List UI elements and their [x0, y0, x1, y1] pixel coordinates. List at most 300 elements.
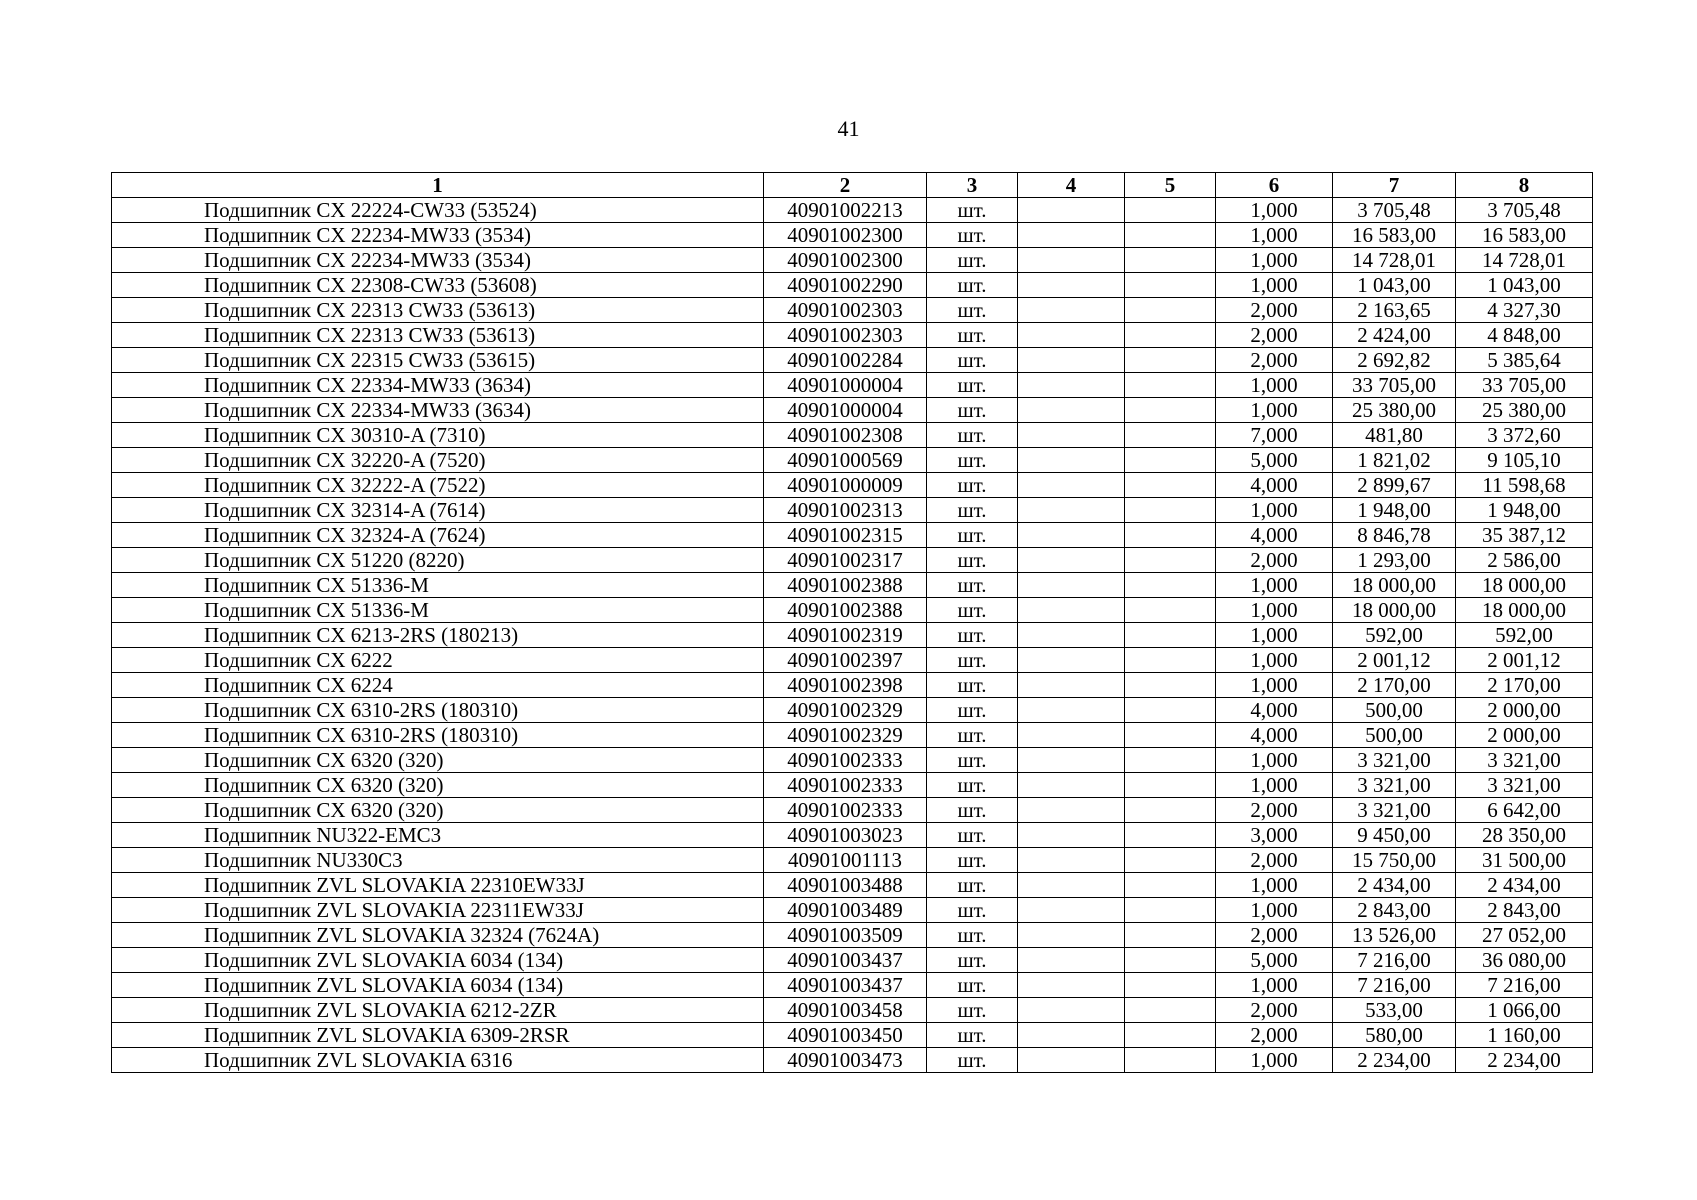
item-quantity-cell: 4,000	[1216, 723, 1333, 748]
item-col-5-cell	[1125, 798, 1216, 823]
item-sum-cell: 7 216,00	[1456, 973, 1593, 998]
table-row	[112, 298, 1593, 323]
item-sum-cell: 2 586,00	[1456, 548, 1593, 573]
item-price-cell: 592,00	[1333, 623, 1456, 648]
item-sum-cell: 592,00	[1456, 623, 1593, 648]
table-row	[112, 1048, 1593, 1073]
item-col-4-cell	[1018, 823, 1125, 848]
item-unit-cell: шт.	[927, 773, 1018, 798]
column-header-3: 3	[927, 173, 1018, 198]
item-code-cell: 40901000569	[764, 448, 927, 473]
item-sum-cell: 1 160,00	[1456, 1023, 1593, 1048]
item-price-cell: 1 821,02	[1333, 448, 1456, 473]
item-col-4-cell	[1018, 948, 1125, 973]
item-price-cell: 25 380,00	[1333, 398, 1456, 423]
item-unit-cell: шт.	[927, 748, 1018, 773]
item-col-5-cell	[1125, 223, 1216, 248]
item-col-4-cell	[1018, 548, 1125, 573]
item-code-cell: 40901003437	[764, 948, 927, 973]
item-unit-cell: шт.	[927, 998, 1018, 1023]
item-unit-cell: шт.	[927, 1023, 1018, 1048]
item-code-cell: 40901000009	[764, 473, 927, 498]
item-name-cell: Подшипник ZVL SLOVAKIA 6212-2ZR	[112, 998, 764, 1023]
item-col-4-cell	[1018, 673, 1125, 698]
item-price-cell: 2 843,00	[1333, 898, 1456, 923]
column-header-2: 2	[764, 173, 927, 198]
item-sum-cell: 27 052,00	[1456, 923, 1593, 948]
item-quantity-cell: 2,000	[1216, 323, 1333, 348]
item-unit-cell: шт.	[927, 873, 1018, 898]
item-sum-cell: 2 170,00	[1456, 673, 1593, 698]
item-code-cell: 40901002284	[764, 348, 927, 373]
item-col-5-cell	[1125, 648, 1216, 673]
item-quantity-cell: 1,000	[1216, 623, 1333, 648]
item-name-cell: Подшипник CX 51220 (8220)	[112, 548, 764, 573]
item-price-cell: 1 948,00	[1333, 498, 1456, 523]
item-col-5-cell	[1125, 623, 1216, 648]
table-row	[112, 598, 1593, 623]
item-name-cell: Подшипник CX 6320 (320)	[112, 748, 764, 773]
table-row	[112, 573, 1593, 598]
item-price-cell: 2 424,00	[1333, 323, 1456, 348]
item-quantity-cell: 2,000	[1216, 848, 1333, 873]
item-name-cell: Подшипник CX 6213-2RS (180213)	[112, 623, 764, 648]
item-sum-cell: 2 234,00	[1456, 1048, 1593, 1073]
item-sum-cell: 31 500,00	[1456, 848, 1593, 873]
item-unit-cell: шт.	[927, 573, 1018, 598]
item-name-cell: Подшипник CX 6320 (320)	[112, 798, 764, 823]
item-col-4-cell	[1018, 998, 1125, 1023]
item-col-4-cell	[1018, 623, 1125, 648]
item-price-cell: 500,00	[1333, 698, 1456, 723]
item-quantity-cell: 5,000	[1216, 948, 1333, 973]
table-row	[112, 398, 1593, 423]
item-quantity-cell: 1,000	[1216, 598, 1333, 623]
column-header-6: 6	[1216, 173, 1333, 198]
item-code-cell: 40901002319	[764, 623, 927, 648]
item-col-5-cell	[1125, 873, 1216, 898]
item-unit-cell: шт.	[927, 823, 1018, 848]
item-code-cell: 40901003509	[764, 923, 927, 948]
item-sum-cell: 2 434,00	[1456, 873, 1593, 898]
item-col-4-cell	[1018, 1023, 1125, 1048]
item-unit-cell: шт.	[927, 473, 1018, 498]
item-col-5-cell	[1125, 373, 1216, 398]
item-col-4-cell	[1018, 398, 1125, 423]
item-col-5-cell	[1125, 1023, 1216, 1048]
item-col-4-cell	[1018, 848, 1125, 873]
item-code-cell: 40901002397	[764, 648, 927, 673]
item-price-cell: 15 750,00	[1333, 848, 1456, 873]
item-col-5-cell	[1125, 998, 1216, 1023]
table-row	[112, 523, 1593, 548]
item-unit-cell: шт.	[927, 298, 1018, 323]
item-code-cell: 40901002303	[764, 323, 927, 348]
item-col-5-cell	[1125, 973, 1216, 998]
item-name-cell: Подшипник ZVL SLOVAKIA 6309-2RSR	[112, 1023, 764, 1048]
item-unit-cell: шт.	[927, 648, 1018, 673]
item-code-cell: 40901002388	[764, 573, 927, 598]
table-row	[112, 923, 1593, 948]
inventory-table	[111, 172, 1593, 1073]
item-quantity-cell: 1,000	[1216, 248, 1333, 273]
table-row	[112, 748, 1593, 773]
item-sum-cell: 3 321,00	[1456, 773, 1593, 798]
table-row	[112, 998, 1593, 1023]
item-price-cell: 2 434,00	[1333, 873, 1456, 898]
item-quantity-cell: 2,000	[1216, 923, 1333, 948]
item-code-cell: 40901003489	[764, 898, 927, 923]
item-unit-cell: шт.	[927, 898, 1018, 923]
item-quantity-cell: 1,000	[1216, 1048, 1333, 1073]
item-col-5-cell	[1125, 723, 1216, 748]
table-row	[112, 423, 1593, 448]
item-unit-cell: шт.	[927, 223, 1018, 248]
item-col-4-cell	[1018, 898, 1125, 923]
item-price-cell: 13 526,00	[1333, 923, 1456, 948]
table-row	[112, 648, 1593, 673]
item-col-4-cell	[1018, 1048, 1125, 1073]
item-col-5-cell	[1125, 748, 1216, 773]
item-col-4-cell	[1018, 373, 1125, 398]
item-quantity-cell: 1,000	[1216, 223, 1333, 248]
item-col-5-cell	[1125, 423, 1216, 448]
item-col-5-cell	[1125, 523, 1216, 548]
item-code-cell: 40901002333	[764, 798, 927, 823]
table-row	[112, 348, 1593, 373]
item-col-4-cell	[1018, 498, 1125, 523]
item-col-5-cell	[1125, 298, 1216, 323]
item-unit-cell: шт.	[927, 273, 1018, 298]
item-unit-cell: шт.	[927, 373, 1018, 398]
item-col-4-cell	[1018, 748, 1125, 773]
item-sum-cell: 18 000,00	[1456, 598, 1593, 623]
item-unit-cell: шт.	[927, 723, 1018, 748]
column-header-8: 8	[1456, 173, 1593, 198]
item-code-cell: 40901002388	[764, 598, 927, 623]
item-name-cell: Подшипник CX 32314-A (7614)	[112, 498, 764, 523]
item-quantity-cell: 1,000	[1216, 648, 1333, 673]
item-col-5-cell	[1125, 323, 1216, 348]
item-unit-cell: шт.	[927, 623, 1018, 648]
item-sum-cell: 4 848,00	[1456, 323, 1593, 348]
item-quantity-cell: 1,000	[1216, 898, 1333, 923]
item-col-4-cell	[1018, 423, 1125, 448]
column-header-5: 5	[1125, 173, 1216, 198]
item-col-4-cell	[1018, 798, 1125, 823]
item-name-cell: Подшипник CX 32220-A (7520)	[112, 448, 764, 473]
item-code-cell: 40901003488	[764, 873, 927, 898]
item-unit-cell: шт.	[927, 673, 1018, 698]
item-price-cell: 7 216,00	[1333, 948, 1456, 973]
item-name-cell: Подшипник CX 22313 CW33 (53613)	[112, 323, 764, 348]
column-header-7: 7	[1333, 173, 1456, 198]
item-col-4-cell	[1018, 523, 1125, 548]
item-name-cell: Подшипник NU330C3	[112, 848, 764, 873]
item-price-cell: 2 001,12	[1333, 648, 1456, 673]
item-quantity-cell: 1,000	[1216, 773, 1333, 798]
item-sum-cell: 36 080,00	[1456, 948, 1593, 973]
item-price-cell: 580,00	[1333, 1023, 1456, 1048]
item-name-cell: Подшипник CX 22234-MW33 (3534)	[112, 248, 764, 273]
item-code-cell: 40901000004	[764, 373, 927, 398]
item-col-4-cell	[1018, 598, 1125, 623]
item-code-cell: 40901003450	[764, 1023, 927, 1048]
item-col-5-cell	[1125, 473, 1216, 498]
item-col-4-cell	[1018, 448, 1125, 473]
item-price-cell: 3 321,00	[1333, 748, 1456, 773]
item-name-cell: Подшипник CX 22308-CW33 (53608)	[112, 273, 764, 298]
table-row	[112, 273, 1593, 298]
item-price-cell: 33 705,00	[1333, 373, 1456, 398]
item-name-cell: Подшипник CX 22313 CW33 (53613)	[112, 298, 764, 323]
item-code-cell: 40901002290	[764, 273, 927, 298]
item-code-cell: 40901002303	[764, 298, 927, 323]
item-col-5-cell	[1125, 273, 1216, 298]
table-row	[112, 1023, 1593, 1048]
item-col-4-cell	[1018, 723, 1125, 748]
item-sum-cell: 28 350,00	[1456, 823, 1593, 848]
item-sum-cell: 35 387,12	[1456, 523, 1593, 548]
item-unit-cell: шт.	[927, 423, 1018, 448]
column-header-1: 1	[112, 173, 764, 198]
item-quantity-cell: 2,000	[1216, 798, 1333, 823]
item-price-cell: 3 321,00	[1333, 798, 1456, 823]
item-unit-cell: шт.	[927, 948, 1018, 973]
item-col-4-cell	[1018, 323, 1125, 348]
item-unit-cell: шт.	[927, 248, 1018, 273]
item-col-4-cell	[1018, 873, 1125, 898]
item-col-5-cell	[1125, 698, 1216, 723]
item-sum-cell: 1 066,00	[1456, 998, 1593, 1023]
item-unit-cell: шт.	[927, 323, 1018, 348]
item-quantity-cell: 4,000	[1216, 523, 1333, 548]
item-col-5-cell	[1125, 673, 1216, 698]
item-col-4-cell	[1018, 973, 1125, 998]
item-col-4-cell	[1018, 773, 1125, 798]
item-col-4-cell	[1018, 573, 1125, 598]
item-name-cell: Подшипник CX 22315 CW33 (53615)	[112, 348, 764, 373]
table-row	[112, 198, 1593, 223]
item-sum-cell: 2 000,00	[1456, 698, 1593, 723]
item-col-4-cell	[1018, 348, 1125, 373]
item-col-5-cell	[1125, 823, 1216, 848]
item-quantity-cell: 1,000	[1216, 748, 1333, 773]
item-name-cell: Подшипник CX 22224-CW33 (53524)	[112, 198, 764, 223]
item-price-cell: 14 728,01	[1333, 248, 1456, 273]
item-col-5-cell	[1125, 198, 1216, 223]
item-code-cell: 40901003023	[764, 823, 927, 848]
item-code-cell: 40901001113	[764, 848, 927, 873]
table-row	[112, 448, 1593, 473]
table-row	[112, 223, 1593, 248]
item-name-cell: Подшипник ZVL SLOVAKIA 32324 (7624A)	[112, 923, 764, 948]
item-quantity-cell: 2,000	[1216, 1023, 1333, 1048]
table-row	[112, 548, 1593, 573]
item-price-cell: 1 043,00	[1333, 273, 1456, 298]
item-price-cell: 2 163,65	[1333, 298, 1456, 323]
item-col-5-cell	[1125, 348, 1216, 373]
table-row	[112, 673, 1593, 698]
item-col-4-cell	[1018, 473, 1125, 498]
item-code-cell: 40901002300	[764, 223, 927, 248]
item-col-4-cell	[1018, 698, 1125, 723]
item-quantity-cell: 1,000	[1216, 573, 1333, 598]
item-unit-cell: шт.	[927, 848, 1018, 873]
item-col-5-cell	[1125, 498, 1216, 523]
item-col-5-cell	[1125, 898, 1216, 923]
item-unit-cell: шт.	[927, 973, 1018, 998]
item-unit-cell: шт.	[927, 798, 1018, 823]
item-quantity-cell: 7,000	[1216, 423, 1333, 448]
item-price-cell: 1 293,00	[1333, 548, 1456, 573]
item-price-cell: 533,00	[1333, 998, 1456, 1023]
item-quantity-cell: 1,000	[1216, 873, 1333, 898]
item-unit-cell: шт.	[927, 398, 1018, 423]
table-row	[112, 323, 1593, 348]
item-name-cell: Подшипник CX 22234-MW33 (3534)	[112, 223, 764, 248]
item-price-cell: 3 705,48	[1333, 198, 1456, 223]
item-name-cell: Подшипник ZVL SLOVAKIA 6034 (134)	[112, 973, 764, 998]
item-quantity-cell: 2,000	[1216, 298, 1333, 323]
item-col-5-cell	[1125, 923, 1216, 948]
column-header-4: 4	[1018, 173, 1125, 198]
item-col-4-cell	[1018, 298, 1125, 323]
item-code-cell: 40901002333	[764, 748, 927, 773]
item-name-cell: Подшипник CX 22334-MW33 (3634)	[112, 373, 764, 398]
item-unit-cell: шт.	[927, 548, 1018, 573]
table-row	[112, 248, 1593, 273]
item-code-cell: 40901002308	[764, 423, 927, 448]
item-price-cell: 2 170,00	[1333, 673, 1456, 698]
item-name-cell: Подшипник ZVL SLOVAKIA 22310EW33J	[112, 873, 764, 898]
item-code-cell: 40901003473	[764, 1048, 927, 1073]
item-name-cell: Подшипник CX 6320 (320)	[112, 773, 764, 798]
item-unit-cell: шт.	[927, 923, 1018, 948]
item-unit-cell: шт.	[927, 698, 1018, 723]
table-row	[112, 898, 1593, 923]
item-col-4-cell	[1018, 248, 1125, 273]
item-price-cell: 3 321,00	[1333, 773, 1456, 798]
item-sum-cell: 3 321,00	[1456, 748, 1593, 773]
item-unit-cell: шт.	[927, 523, 1018, 548]
item-sum-cell: 1 043,00	[1456, 273, 1593, 298]
item-price-cell: 2 692,82	[1333, 348, 1456, 373]
item-price-cell: 8 846,78	[1333, 523, 1456, 548]
item-name-cell: Подшипник CX 6310-2RS (180310)	[112, 723, 764, 748]
item-price-cell: 18 000,00	[1333, 573, 1456, 598]
item-col-5-cell	[1125, 848, 1216, 873]
item-name-cell: Подшипник CX 30310-A (7310)	[112, 423, 764, 448]
item-quantity-cell: 4,000	[1216, 698, 1333, 723]
item-sum-cell: 5 385,64	[1456, 348, 1593, 373]
item-name-cell: Подшипник ZVL SLOVAKIA 22311EW33J	[112, 898, 764, 923]
item-price-cell: 16 583,00	[1333, 223, 1456, 248]
item-price-cell: 18 000,00	[1333, 598, 1456, 623]
item-name-cell: Подшипник NU322-EMC3	[112, 823, 764, 848]
item-sum-cell: 4 327,30	[1456, 298, 1593, 323]
item-sum-cell: 3 372,60	[1456, 423, 1593, 448]
item-code-cell: 40901002313	[764, 498, 927, 523]
item-code-cell: 40901002213	[764, 198, 927, 223]
item-sum-cell: 1 948,00	[1456, 498, 1593, 523]
table-row	[112, 373, 1593, 398]
item-col-4-cell	[1018, 198, 1125, 223]
item-sum-cell: 11 598,68	[1456, 473, 1593, 498]
item-col-5-cell	[1125, 548, 1216, 573]
item-sum-cell: 9 105,10	[1456, 448, 1593, 473]
item-name-cell: Подшипник CX 22334-MW33 (3634)	[112, 398, 764, 423]
table-row	[112, 623, 1593, 648]
item-col-5-cell	[1125, 398, 1216, 423]
item-quantity-cell: 1,000	[1216, 273, 1333, 298]
item-unit-cell: шт.	[927, 1048, 1018, 1073]
item-sum-cell: 3 705,48	[1456, 198, 1593, 223]
item-code-cell: 40901002333	[764, 773, 927, 798]
table-row	[112, 698, 1593, 723]
item-col-4-cell	[1018, 273, 1125, 298]
item-quantity-cell: 1,000	[1216, 398, 1333, 423]
item-col-5-cell	[1125, 448, 1216, 473]
item-col-5-cell	[1125, 598, 1216, 623]
table-row	[112, 473, 1593, 498]
table-row	[112, 498, 1593, 523]
item-quantity-cell: 1,000	[1216, 973, 1333, 998]
item-sum-cell: 18 000,00	[1456, 573, 1593, 598]
item-quantity-cell: 2,000	[1216, 548, 1333, 573]
item-price-cell: 500,00	[1333, 723, 1456, 748]
item-col-5-cell	[1125, 248, 1216, 273]
item-name-cell: Подшипник CX 6224	[112, 673, 764, 698]
table-row	[112, 798, 1593, 823]
item-code-cell: 40901002329	[764, 698, 927, 723]
item-quantity-cell: 1,000	[1216, 498, 1333, 523]
item-quantity-cell: 2,000	[1216, 348, 1333, 373]
item-code-cell: 40901003458	[764, 998, 927, 1023]
item-col-4-cell	[1018, 223, 1125, 248]
table-row	[112, 973, 1593, 998]
item-name-cell: Подшипник ZVL SLOVAKIA 6034 (134)	[112, 948, 764, 973]
item-quantity-cell: 3,000	[1216, 823, 1333, 848]
page-number: 41	[837, 116, 860, 141]
item-quantity-cell: 1,000	[1216, 673, 1333, 698]
item-unit-cell: шт.	[927, 598, 1018, 623]
item-sum-cell: 33 705,00	[1456, 373, 1593, 398]
item-name-cell: Подшипник CX 32222-A (7522)	[112, 473, 764, 498]
item-quantity-cell: 1,000	[1216, 198, 1333, 223]
item-price-cell: 9 450,00	[1333, 823, 1456, 848]
item-col-4-cell	[1018, 923, 1125, 948]
item-name-cell: Подшипник CX 6310-2RS (180310)	[112, 698, 764, 723]
item-code-cell: 40901002317	[764, 548, 927, 573]
item-price-cell: 2 899,67	[1333, 473, 1456, 498]
item-code-cell: 40901002329	[764, 723, 927, 748]
item-name-cell: Подшипник CX 6222	[112, 648, 764, 673]
item-name-cell: Подшипник CX 51336-M	[112, 598, 764, 623]
item-col-5-cell	[1125, 773, 1216, 798]
item-col-4-cell	[1018, 648, 1125, 673]
item-quantity-cell: 2,000	[1216, 998, 1333, 1023]
item-sum-cell: 16 583,00	[1456, 223, 1593, 248]
item-code-cell: 40901002315	[764, 523, 927, 548]
item-price-cell: 2 234,00	[1333, 1048, 1456, 1073]
item-unit-cell: шт.	[927, 448, 1018, 473]
item-quantity-cell: 1,000	[1216, 373, 1333, 398]
item-unit-cell: шт.	[927, 348, 1018, 373]
item-name-cell: Подшипник CX 32324-A (7624)	[112, 523, 764, 548]
item-code-cell: 40901002300	[764, 248, 927, 273]
item-code-cell: 40901000004	[764, 398, 927, 423]
